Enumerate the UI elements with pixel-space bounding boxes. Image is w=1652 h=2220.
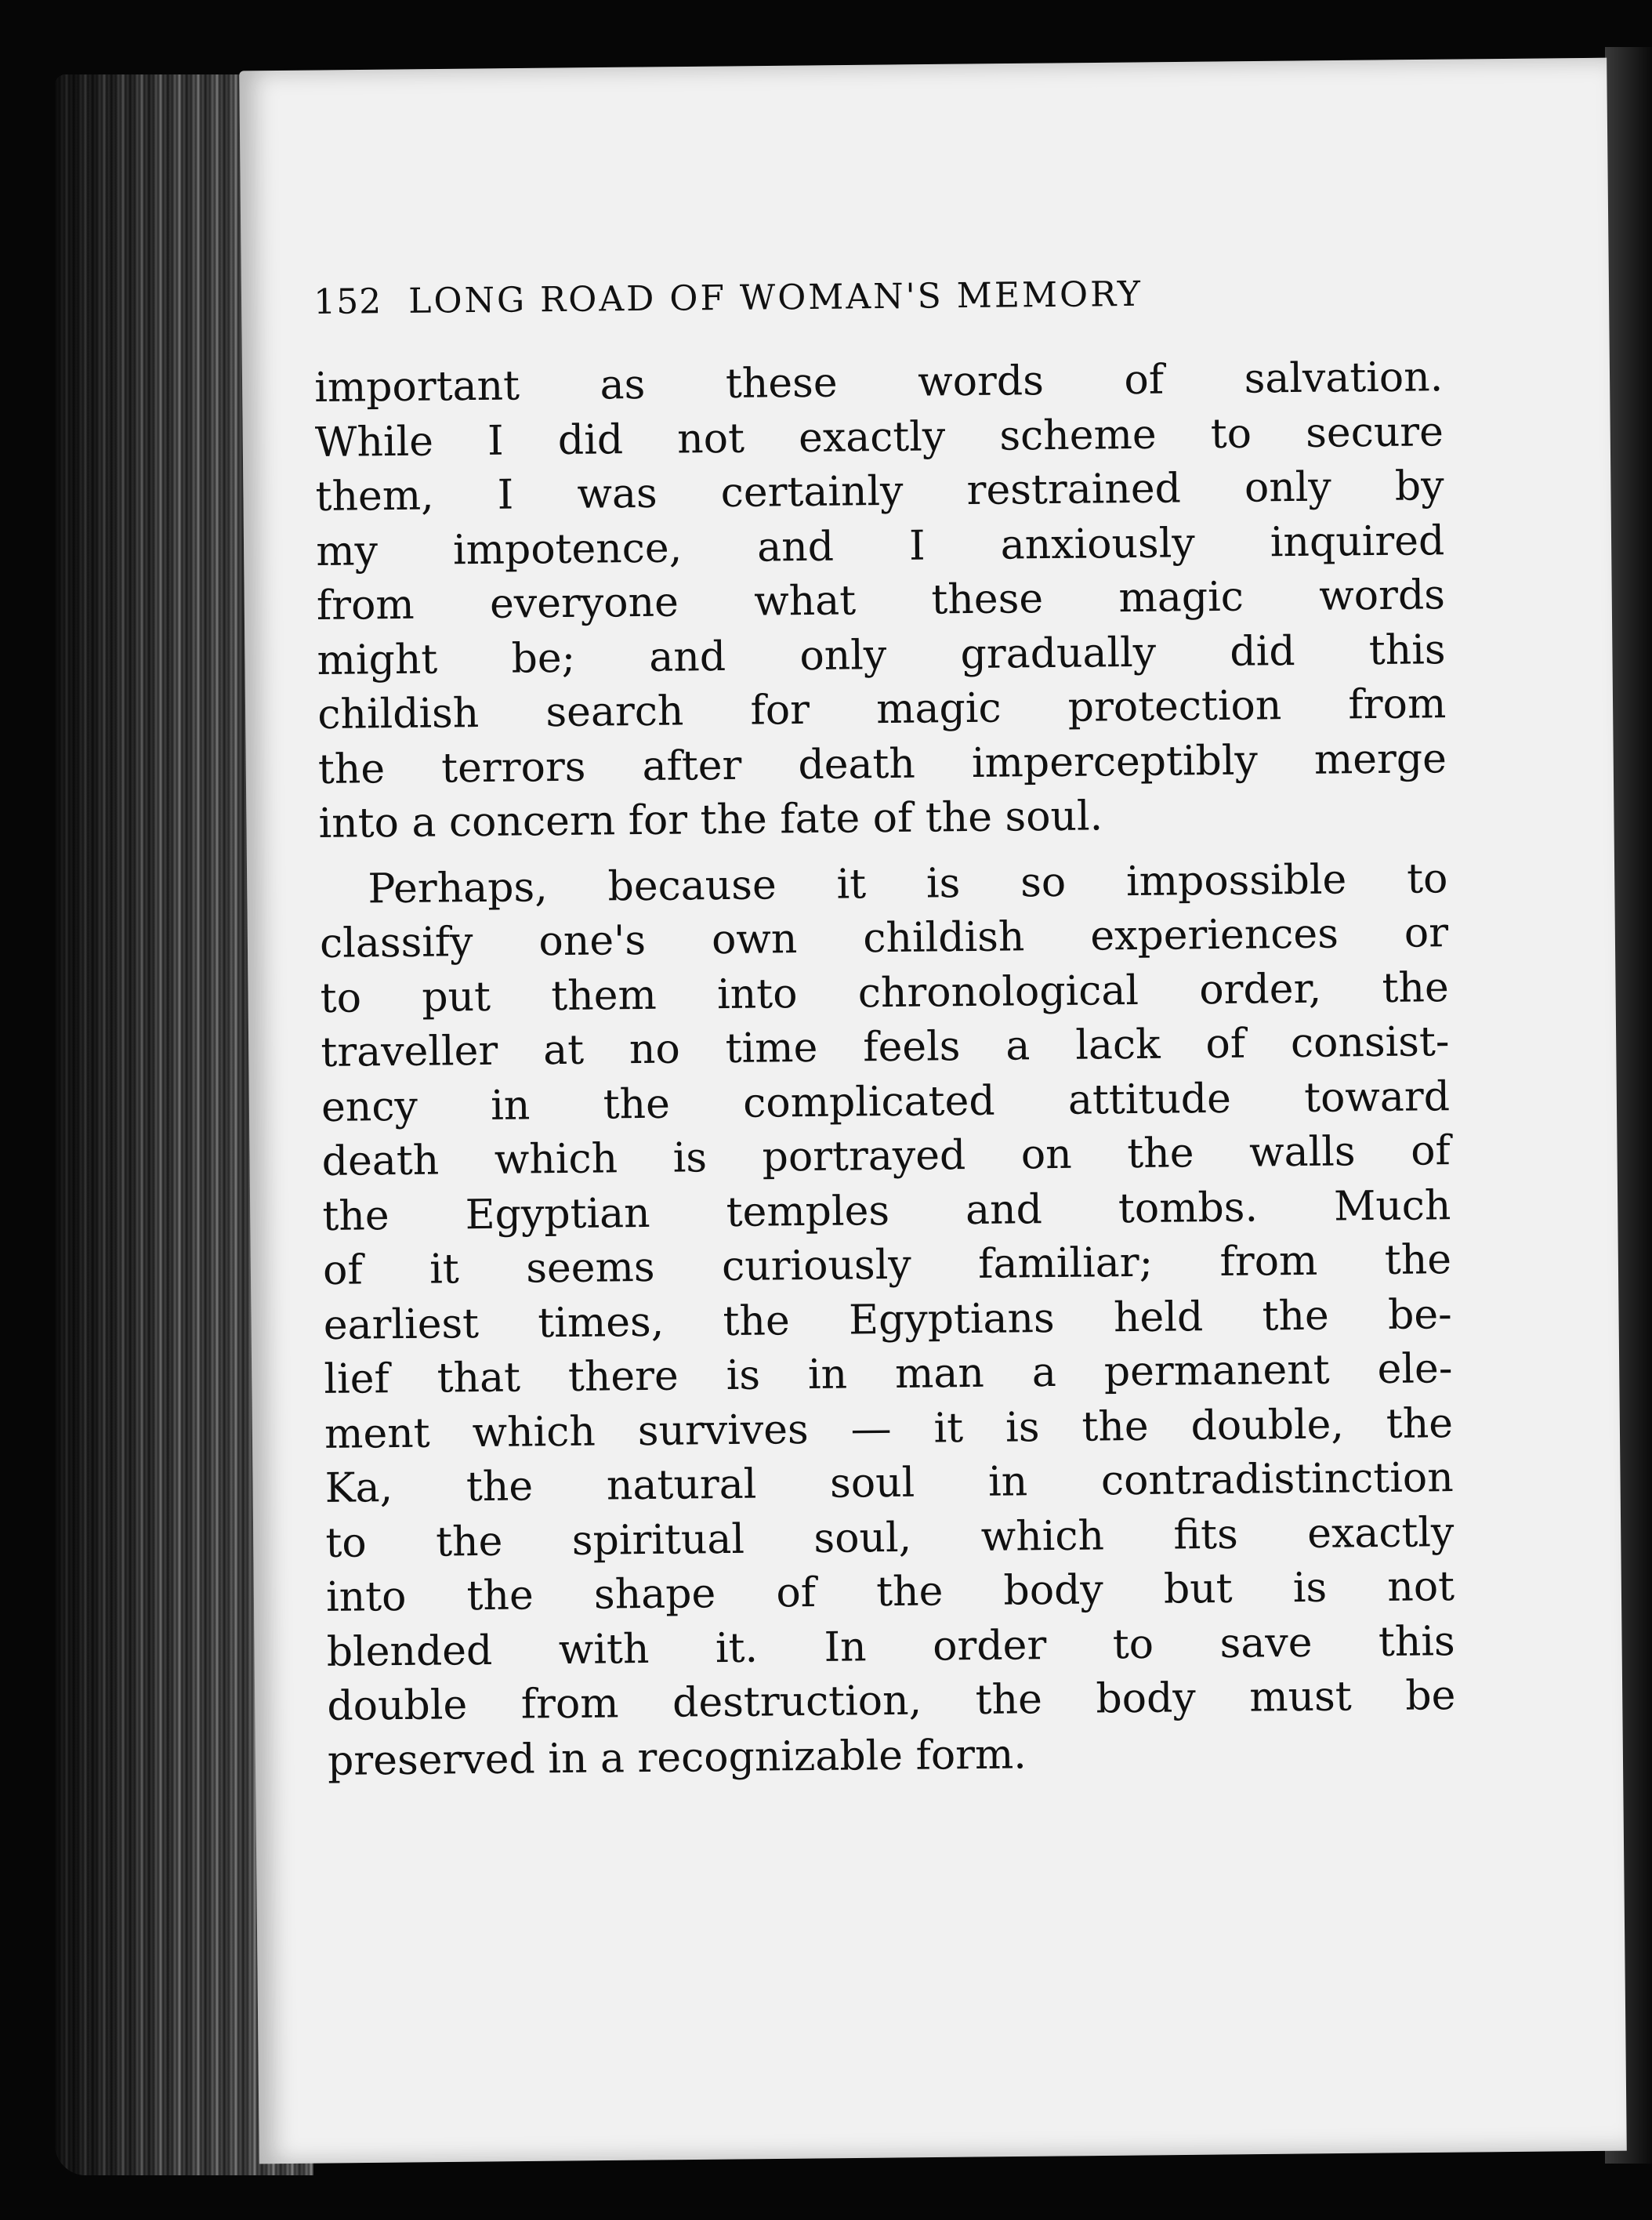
text-line: childish search for magic protection from [317, 680, 1447, 738]
text-line: might be; and only gradually did this [317, 626, 1446, 684]
text-line: them, I was certainly restrained only by [315, 462, 1444, 521]
paragraph-2 [319, 852, 1456, 1789]
text-line: traveller at no time feels a lack of consist- [321, 1018, 1450, 1076]
text-line: blended with it. In order to save this [326, 1617, 1455, 1676]
text-line: While I did not exactly scheme to secure [314, 408, 1444, 466]
text-line: my impotence, and I anxiously inquired [316, 517, 1445, 575]
text-line: Ka, the natural soul in contradistinction [324, 1454, 1454, 1512]
page-number: 152 [313, 281, 382, 322]
text-line: lief that there is in man a permanent ele- [324, 1345, 1453, 1403]
text-line: into a concern for the fate of the soul. [318, 793, 1103, 847]
text-line: to the spiritual soul, which fits exactly [325, 1508, 1455, 1567]
running-head-title: LONG ROAD OF WOMAN'S MEMORY [408, 274, 1143, 321]
text-line: death which is portrayed on the walls of [321, 1127, 1451, 1185]
text-line: important as these words of salvation. [314, 354, 1444, 412]
text-line: of it seems curiously familiar; from the [322, 1236, 1452, 1294]
text-line: earliest times, the Egyptians held the be- [323, 1290, 1452, 1349]
text-line: Perhaps, because it is so impossible to [368, 854, 1448, 912]
text-line: ment which survives — it is the double, the [324, 1399, 1454, 1458]
text-line: the terrors after death imperceptibly merge [317, 735, 1447, 793]
text-line: preserved in a recognizable form. [327, 1730, 1027, 1785]
text-line: ency in the complicated attitude toward [321, 1072, 1451, 1131]
text-line: the Egyptian temples and tombs. Much [322, 1181, 1451, 1240]
text-line: double from destruction, the body must be [327, 1672, 1456, 1730]
text-line: classify one's own childish experiences or [319, 909, 1449, 967]
text-line: from everyone what these magic words [316, 571, 1446, 629]
page-text-block [313, 271, 1456, 1789]
paragraph-1 [314, 350, 1447, 851]
text-line: to put them into chronological order, the [320, 963, 1449, 1022]
text-line: into the shape of the body but is not [325, 1563, 1455, 1621]
